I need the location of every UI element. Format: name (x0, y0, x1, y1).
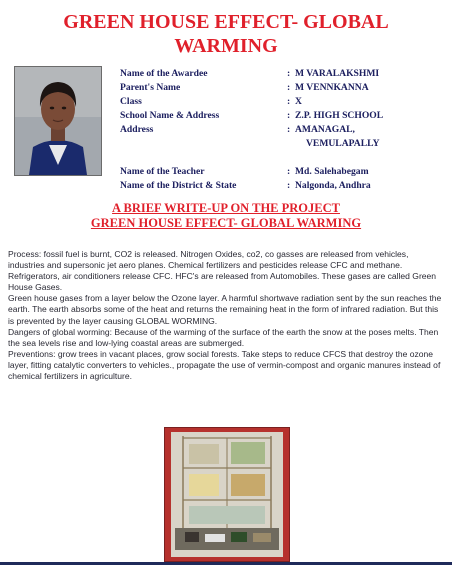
awardee-portrait-image (15, 67, 101, 175)
label-class: Class (120, 96, 142, 107)
section-heading: A BRIEF WRITE-UP ON THE PROJECT (112, 201, 340, 215)
label-parent-name: Parent's Name (120, 82, 181, 93)
value-teacher-name: : Md. Salehabegam (287, 166, 369, 177)
paragraph-preventions: Preventions: grow trees in vacant places, grow social forests. Take steps to reduce CFCS that destroy the ozone layer, fitting catalytic converters to vehicles., propagate the use of vermin-compost and organic manures instead of chemical fertilizers in agriculture. (8, 348, 441, 382)
paragraph-dangers: Dangers of global worming: Because of the warming of the surface of the earth the snow at the poses melts. Then the sea levels rise and low-lying coastal areas are submerged. (8, 326, 439, 348)
value-class: : X (287, 96, 302, 107)
page-title: GREEN HOUSE EFFECT- GLOBAL (63, 11, 389, 33)
awardee-photo (14, 66, 102, 176)
value-awardee-name: : M VARALAKSHMI (287, 68, 380, 79)
value-parent-name: : M VENNKANNA (287, 82, 369, 93)
section-heading-line2: GREEN HOUSE EFFECT- GLOBAL WARMING (90, 216, 362, 230)
label-teacher-name: Name of the Teacher (120, 166, 205, 177)
paragraph-process: Process: fossil fuel is burnt, CO2 is released. Nitrogen Oxides, co2, co gasses are released from vehicles, industries and supersonic jet aero planes. Chemical fertilizers and pesticides release CFC and methane. Refrigerators, air conditioners release CFC. HFC's are released from Automobiles. These gases are called Green House Gases. (8, 249, 437, 293)
label-district-state: Name of the District & State (120, 180, 237, 191)
project-exhibit-photo (164, 427, 290, 562)
page-title-line2: WARMING (174, 35, 278, 57)
label-school-name: School Name & Address (120, 110, 220, 121)
value-school-name: : Z.P. HIGH SCHOOL (287, 110, 384, 121)
paragraph-greenhouse-layer: Green house gases from a layer below the Ozone layer. A harmful shortwave radiation sent by the sun reaches the earth. The earth absorbs some of the heat and returns the remaining heat in the form of infrared radiation. But this is prevented by the layer causing GLOBAL WORMING. (8, 293, 442, 326)
value-address: : AMANAGAL, (287, 124, 355, 135)
exhibit-model-image (165, 428, 289, 561)
project-writeup (8, 249, 445, 382)
label-address: Address (120, 124, 154, 135)
value-district-state: : Nalgonda, Andhra (287, 180, 371, 191)
label-awardee-name: Name of the Awardee (120, 68, 208, 79)
value-address-line2: VEMULAPALLY (306, 138, 380, 149)
